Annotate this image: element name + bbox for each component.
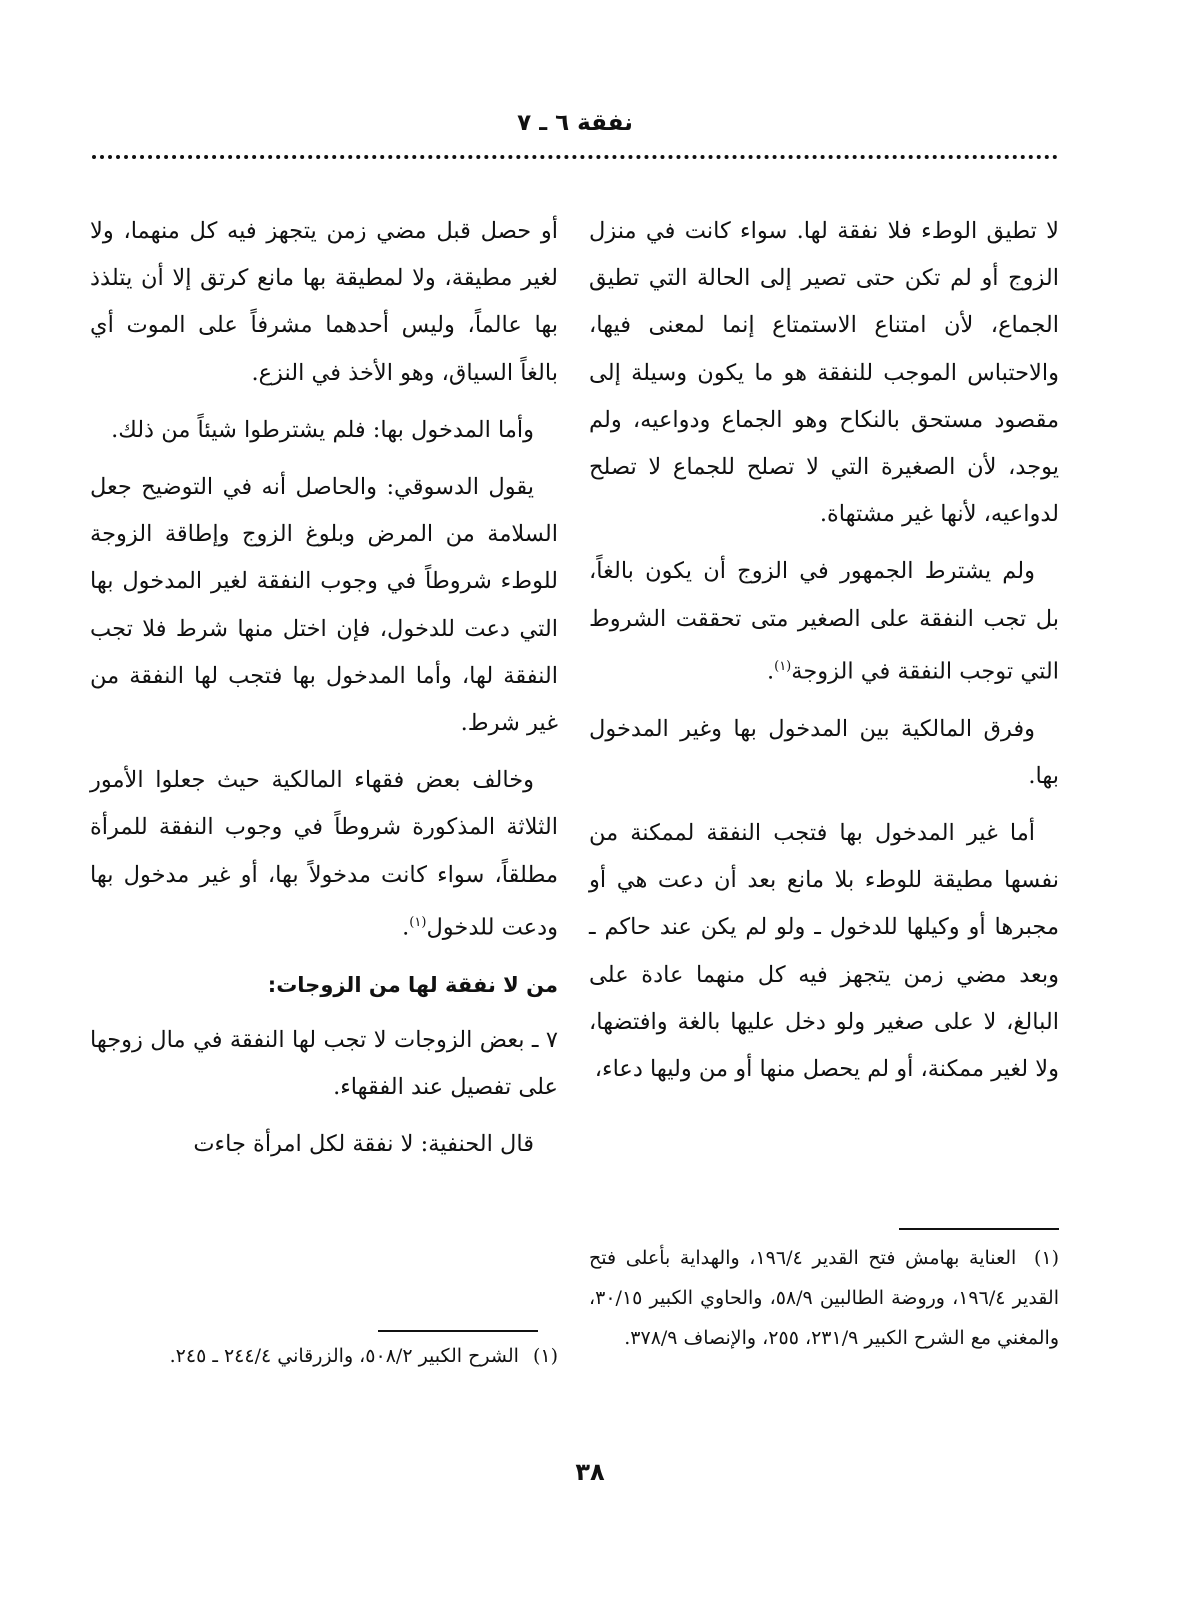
paragraph-with-ref: [589, 548, 1059, 695]
footnote-right: [589, 1238, 1059, 1358]
header-dotted-rule: [92, 155, 1058, 159]
section-subheading: من لا نفقة لها من الزوجات:: [267, 972, 558, 997]
footnote-left: [90, 1336, 558, 1376]
right-column: [589, 208, 1059, 1103]
paragraph-end: .: [766, 658, 775, 685]
paragraph-text: وخالف بعض فقهاء المالكية حيث جعلوا الأمور الثلاثة المذكورة شروطاً في وجوب النفقة للمرأة مطلقاً، سواء كانت مدخولاً بها، أو غير مدخول بها ودعت للدخول: [90, 767, 558, 941]
paragraph: أو حصل قبل مضي زمن يتجهز فيه كل منهما، ولا لغير مطيقة، ولا لمطيقة بها مانع كرتق إلا أن يتلذذ بها عالماً، وليس أحدهما مشرفاً على الموت أي بالغاً السياق، وهو الأخذ في النزع.: [90, 218, 558, 386]
footnote-label: (١): [1033, 1247, 1059, 1269]
paragraph-end: .: [402, 914, 410, 941]
paragraph: أما غير المدخول بها فتجب النفقة لممكنة من نفسها مطيقة للوطء بلا مانع بعد أن دعت هي أو مجبرها أو وكيلها للدخول ـ ولو لم يكن عند حاكم ـ وبعد مضي زمن يتجهز فيه كل منهما عادة على البالغ، لا على صغير ولو دخل عليها بالغة وافتضها، ولا لغير ممكنة، أو لم يحصل منها أو من وليها دعاء،: [589, 819, 1059, 1082]
numbered-paragraph: ٧ ـ بعض الزوجات لا تجب لها النفقة في مال زوجها على تفصيل عند الفقهاء.: [90, 1026, 558, 1100]
paragraph: قال الحنفية: لا نفقة لكل امرأة جاءت: [193, 1131, 534, 1158]
running-header: نفقة ٦ ـ ٧: [517, 110, 633, 136]
paragraph-with-ref: [90, 757, 558, 951]
footnote-ref: (١): [774, 658, 792, 674]
paragraph-text: ولم يشترط الجمهور في الزوج أن يكون بالغاً، بل تجب النفقة على الصغير متى تحققت الشروط التي توجب النفقة في الزوجة: [589, 558, 1059, 685]
paragraph: لا تطيق الوطء فلا نفقة لها. سواء كانت في منزل الزوج أو لم تكن حتى تصير إلى الحالة التي تطيق الجماع، لأن امتناع الاستمتاع إنما لمعنى فيها، والاحتباس الموجب للنفقة هو ما يكون وسيلة إلى مقصود مستحق بالنكاح وهو الجماع ودواعيه، ولم يوجد، لأن الصغيرة التي لا تصلح للجماع لا تصلح لدواعيه، لأنها غير مشتهاة.: [589, 218, 1060, 528]
page-number: ٣٨: [575, 1458, 605, 1486]
footnote-text: الشرح الكبير ٥٠٨/٢، والزرقاني ٢٤٤/٤ ـ ٢٤٥.: [169, 1345, 519, 1367]
paragraph: وفرق المالكية بين المدخول بها وغير المدخول بها.: [589, 715, 1059, 789]
footnote-rule-right: [899, 1228, 1059, 1230]
paragraph: وأما المدخول بها: فلم يشترطوا شيئاً من ذلك.: [111, 416, 534, 443]
footnote-text: العناية بهامش فتح القدير ١٩٦/٤، والهداية بأعلى فتح القدير ١٩٦/٤، وروضة الطالبين ٥٨/٩، والحاوي الكبير ٣٠/١٥، والمغني مع الشرح الكبير ٢٣١/٩، ٢٥٥، والإنصاف ٣٧٨/٩.: [589, 1247, 1059, 1349]
footnote-rule-left: [378, 1330, 538, 1332]
footnote-label: (١): [532, 1345, 558, 1367]
paragraph: يقول الدسوقي: والحاصل أنه في التوضيح جعل السلامة من المرض وبلوغ الزوج وإطاقة الزوجة للوطء شروطاً في وجوب النفقة لغير المدخول بها التي دعت للدخول، فإن اختل منها شرط فلا تجب النفقة لها، وأما المدخول بها فتجب لها النفقة من غير شرط.: [90, 474, 558, 737]
footnote-ref: (١): [409, 914, 427, 930]
left-column: [90, 208, 558, 1178]
